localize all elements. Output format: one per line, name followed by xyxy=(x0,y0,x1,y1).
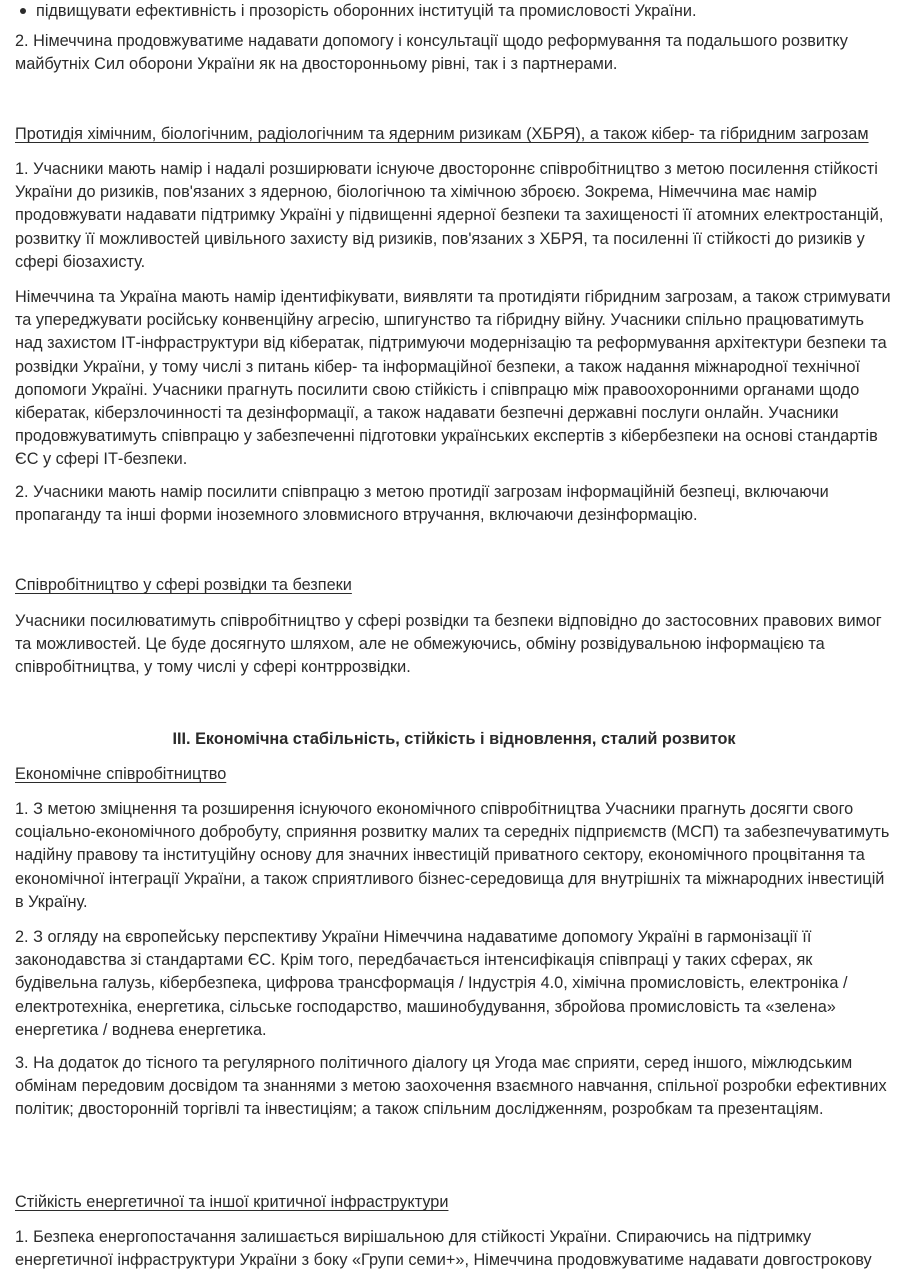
heading-economic-cooperation: Економічне співробітництво xyxy=(15,765,227,783)
bullet-text: підвищувати ефективність і прозорість оборонних інституцій та промисловості України. xyxy=(36,2,697,20)
heading-energy-infrastructure: Стійкість енергетичної та іншої критичної інфраструктури xyxy=(15,1193,449,1211)
paragraph-intelligence: Учасники посилюватимуть співробітництво у сфері розвідки та безпеки відповідно до застосовних правових вимог та можливостей. Це буде досягнуто шляхом, але не обмежуючись, обміну розвідувальною інформацією та співробітництва, у тому числі у сфері контррозвідки. xyxy=(15,612,882,677)
paragraph-hybrid-threats: Німеччина та Україна мають намір ідентифікувати, виявляти та протидіяти гібридним загрозам, а також стримувати та упереджувати російську конвенційну агресію, шпигунство та гібридну війну. Учасники спільно працюватимуть над захистом ІТ-інфраструктури від кібератак, підтримуючи модернізацію та реформування архітектури безпеки та розвідки України, у тому числі з питань кібер- та інформаційної безпеки, а також надання міжнародної технічної допомоги Україні. Учасники прагнуть посилити свою стійкість і співпрацю між правоохоронними органами щодо кібератак, кіберзлочинності та дезінформації, а також надавати безпечні державні послуги онлайн. Учасники продовжуватимуть співпрацю у забезпеченні підготовки українських експертів з кібербезпеки на основі стандартів ЄС у сфері ІТ-безпеки. xyxy=(15,288,891,469)
heading-cbrn-cyber-hybrid: Протидія хімічним, біологічним, радіологічним та ядерним ризикам (ХБРЯ), а також кібер- та гібридним загрозам xyxy=(15,125,869,143)
paragraph-cbrn-1: 1. Учасники мають намір і надалі розширювати існуюче двостороннє співробітництво з метою посилення стійкості України до ризиків, пов'язаних з ядерною, біологічною та хімічною зброєю. Зокрема, Німеччина має намір продовжувати надавати підтримку Україні у підвищенні ядерної безпеки та захищеності її атомних електростанцій, розвитку її можливостей цивільного захисту від ризиків, пов'язаних з ХБРЯ, та посиленні її стійкості до ризиків у сфері біозахисту. xyxy=(15,160,884,271)
bullet-list-item xyxy=(15,0,905,23)
paragraph-defense-2: 2. Німеччина продовжуватиме надавати допомогу і консультації щодо реформування та подальшого розвитку майбутніх Сил оборони України як на двосторонньому рівні, так і з партнерами. xyxy=(15,32,848,74)
paragraph-economic-1: 1. З метою зміцнення та розширення існуючого економічного співробітництва Учасники прагнуть досягти свого соціально-економічного добробуту, сприяння розвитку малих та середніх підприємств (МСП) та забезпечуватимуть надійну правову та інституційну основу для значних інвестицій приватного сектору, економічного процвітання та економічної інтеграції України, а також сприятливого бізнес-середовища для внутрішніх та міжнародних інвестицій в Україну. xyxy=(15,800,890,911)
paragraph-economic-3: 3. На додаток до тісного та регулярного політичного діалогу ця Угода має сприяти, серед іншого, міжлюдським обмінам передовим досвідом та знаннями з метою заохочення взаємного навчання, спільної розробки ефективних політик; двосторонній торгівлі та інвестиціям; а також спільним дослідженням, розробкам та презентаціям. xyxy=(15,1054,887,1119)
paragraph-energy-1: 1. Безпека енергопостачання залишається вирішальною для стійкості України. Спираючись на підтримку енергетичної інфраструктури України з боку «Групи семи+», Німеччина продовжуватиме надавати довгострокову xyxy=(15,1228,872,1270)
section-III-title: III. Економічна стабільність, стійкість і відновлення, сталий розвиток xyxy=(172,730,736,748)
bullet-icon xyxy=(20,8,26,14)
paragraph-cbrn-2: 2. Учасники мають намір посилити співпрацю з метою протидії загрозам інформаційній безпеці, включаючи пропаганду та інші форми іноземного зловмисного втручання, включаючи дезінформацію. xyxy=(15,483,829,525)
heading-intelligence: Співробітництво у сфері розвідки та безпеки xyxy=(15,576,352,594)
paragraph-economic-2: 2. З огляду на європейську перспективу України Німеччина надаватиме допомогу Україні в гармонізації її законодавства зі стандартами ЄС. Крім того, передбачається інтенсифікація співпраці у таких сферах, як будівельна галузь, кібербезпека, цифрова трансформація / Індустрія 4.0, хімічна промисловість, електроніка / електротехніка, енергетика, сільське господарство, машинобудування, збройова промисловість та «зелена» енергетика / воднева енергетика. xyxy=(15,928,848,1039)
